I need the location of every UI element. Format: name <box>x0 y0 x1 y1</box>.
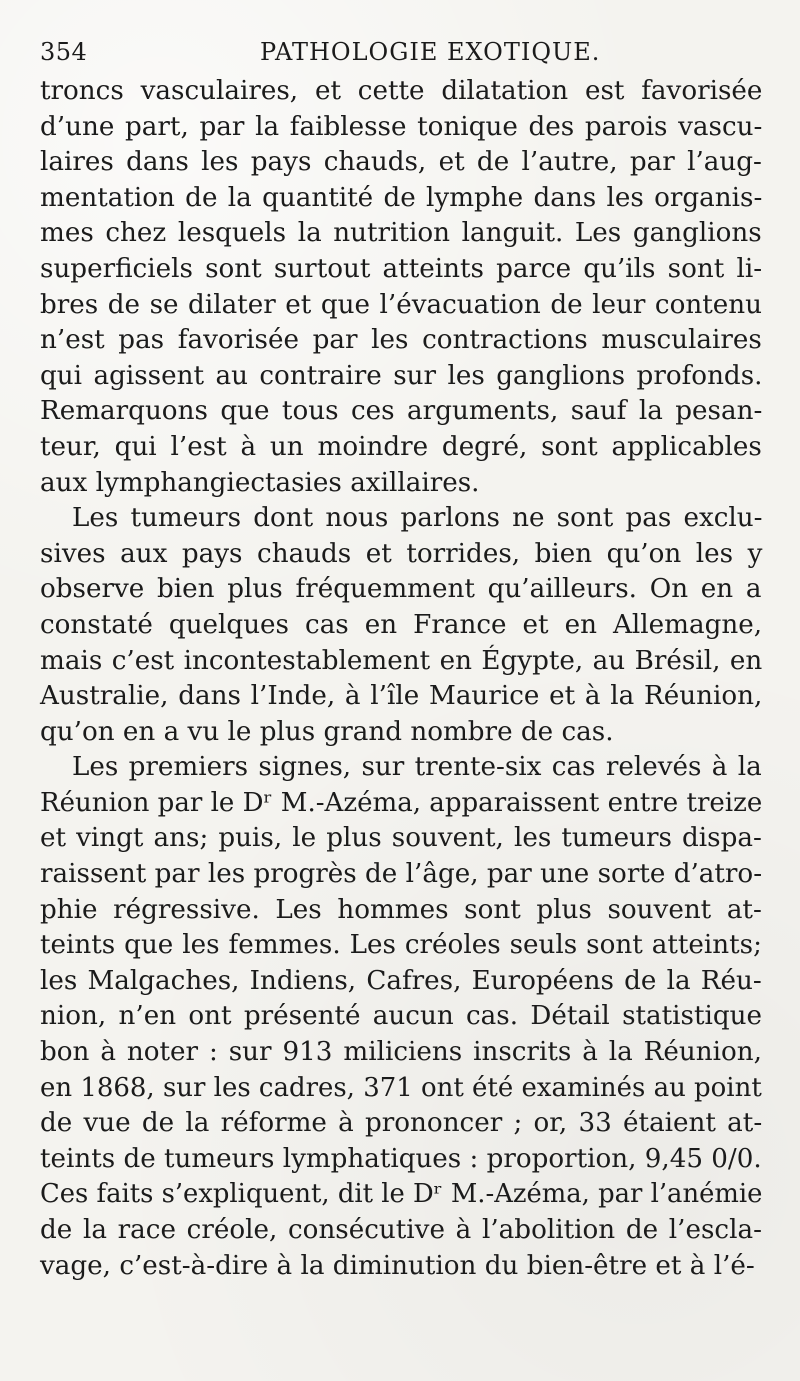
text-line: bres de se dilater et que l’évacuation de leur contenu <box>40 289 762 320</box>
body-text <box>40 74 762 1284</box>
text-line: d’une part, par la faiblesse tonique des parois vascu- <box>40 111 763 142</box>
text-line: raissent par les progrès de l’âge, par une sorte d’atro- <box>40 859 763 890</box>
page-header <box>40 36 762 74</box>
text-line: phie régressive. Les hommes sont plus souvent at- <box>40 894 762 925</box>
page-number: 354 <box>40 38 88 66</box>
text-line: Remarquons que tous ces arguments, sauf la pesan- <box>40 396 763 427</box>
text-line: superficiels sont surtout atteints parce qu’ils sont li- <box>40 253 763 284</box>
text-line: qu’on en a vu le plus grand nombre de cas. <box>40 716 614 747</box>
text-line: bon à noter : sur 913 miliciens inscrits à la Réunion, <box>40 1037 762 1068</box>
text-line: en 1868, sur les cadres, 371 ont été examinés au point <box>40 1072 762 1103</box>
text-line: Les tumeurs dont nous parlons ne sont pas exclu- <box>72 503 763 534</box>
text-line: observe bien plus fréquemment qu’ailleurs. On en a <box>40 574 762 605</box>
text-line: aux lymphangiectasies axillaires. <box>40 467 480 498</box>
paragraph-1 <box>40 74 762 501</box>
text-line: mes chez lesquels la nutrition languit. Les ganglions <box>40 218 762 249</box>
text-line: teints que les femmes. Les créoles seuls sont atteints; <box>40 930 762 961</box>
text-line: qui agissent au contraire sur les ganglions profonds. <box>40 360 763 391</box>
text-line: Réunion par le Dʳ M.-Azéma, apparaissent entre treize <box>40 787 763 818</box>
text-line: et vingt ans; puis, le plus souvent, les tumeurs dispa- <box>40 823 762 854</box>
text-line: Les premiers signes, sur trente-six cas relevés à la <box>72 752 762 783</box>
text-line: constaté quelques cas en France et en Allemagne, <box>40 609 763 640</box>
text-line: laires dans les pays chauds, et de l’autre, par l’aug- <box>40 147 762 178</box>
running-title: PATHOLOGIE EXOTIQUE. <box>260 38 601 66</box>
text-line: sives aux pays chauds et torrides, bien qu’on les y <box>40 538 763 569</box>
text-line: mais c’est incontestablement en Égypte, au Brésil, en <box>40 645 763 676</box>
text-line: vage, c’est-à-dire à la diminution du bien-être et à l’é- <box>40 1250 755 1281</box>
paragraph-2 <box>40 501 762 750</box>
text-line: de vue de la réforme à prononcer ; or, 33 étaient at- <box>40 1108 763 1139</box>
text-line: les Malgaches, Indiens, Cafres, Européens de la Réu- <box>40 965 762 996</box>
text-line: Australie, dans l’Inde, à l’île Maurice et à la Réunion, <box>40 681 763 712</box>
text-line: teur, qui l’est à un moindre degré, sont applicables <box>40 431 762 462</box>
text-line: nion, n’en ont présenté aucun cas. Détail statistique <box>40 1001 763 1032</box>
paragraph-3 <box>40 750 762 1284</box>
text-line: n’est pas favorisée par les contractions musculaires <box>40 325 762 356</box>
text-line: troncs vasculaires, et cette dilatation est favorisée <box>40 76 763 106</box>
text-line: teints de tumeurs lymphatiques : proportion, 9,45 0/0. <box>40 1143 762 1174</box>
text-line: de la race créole, consécutive à l’abolition de l’escla- <box>40 1215 762 1245</box>
text-line: Ces faits s’expliquent, dit le Dʳ M.-Azéma, par l’anémie <box>40 1179 763 1210</box>
text-line: mentation de la quantité de lymphe dans les organis- <box>40 182 763 213</box>
